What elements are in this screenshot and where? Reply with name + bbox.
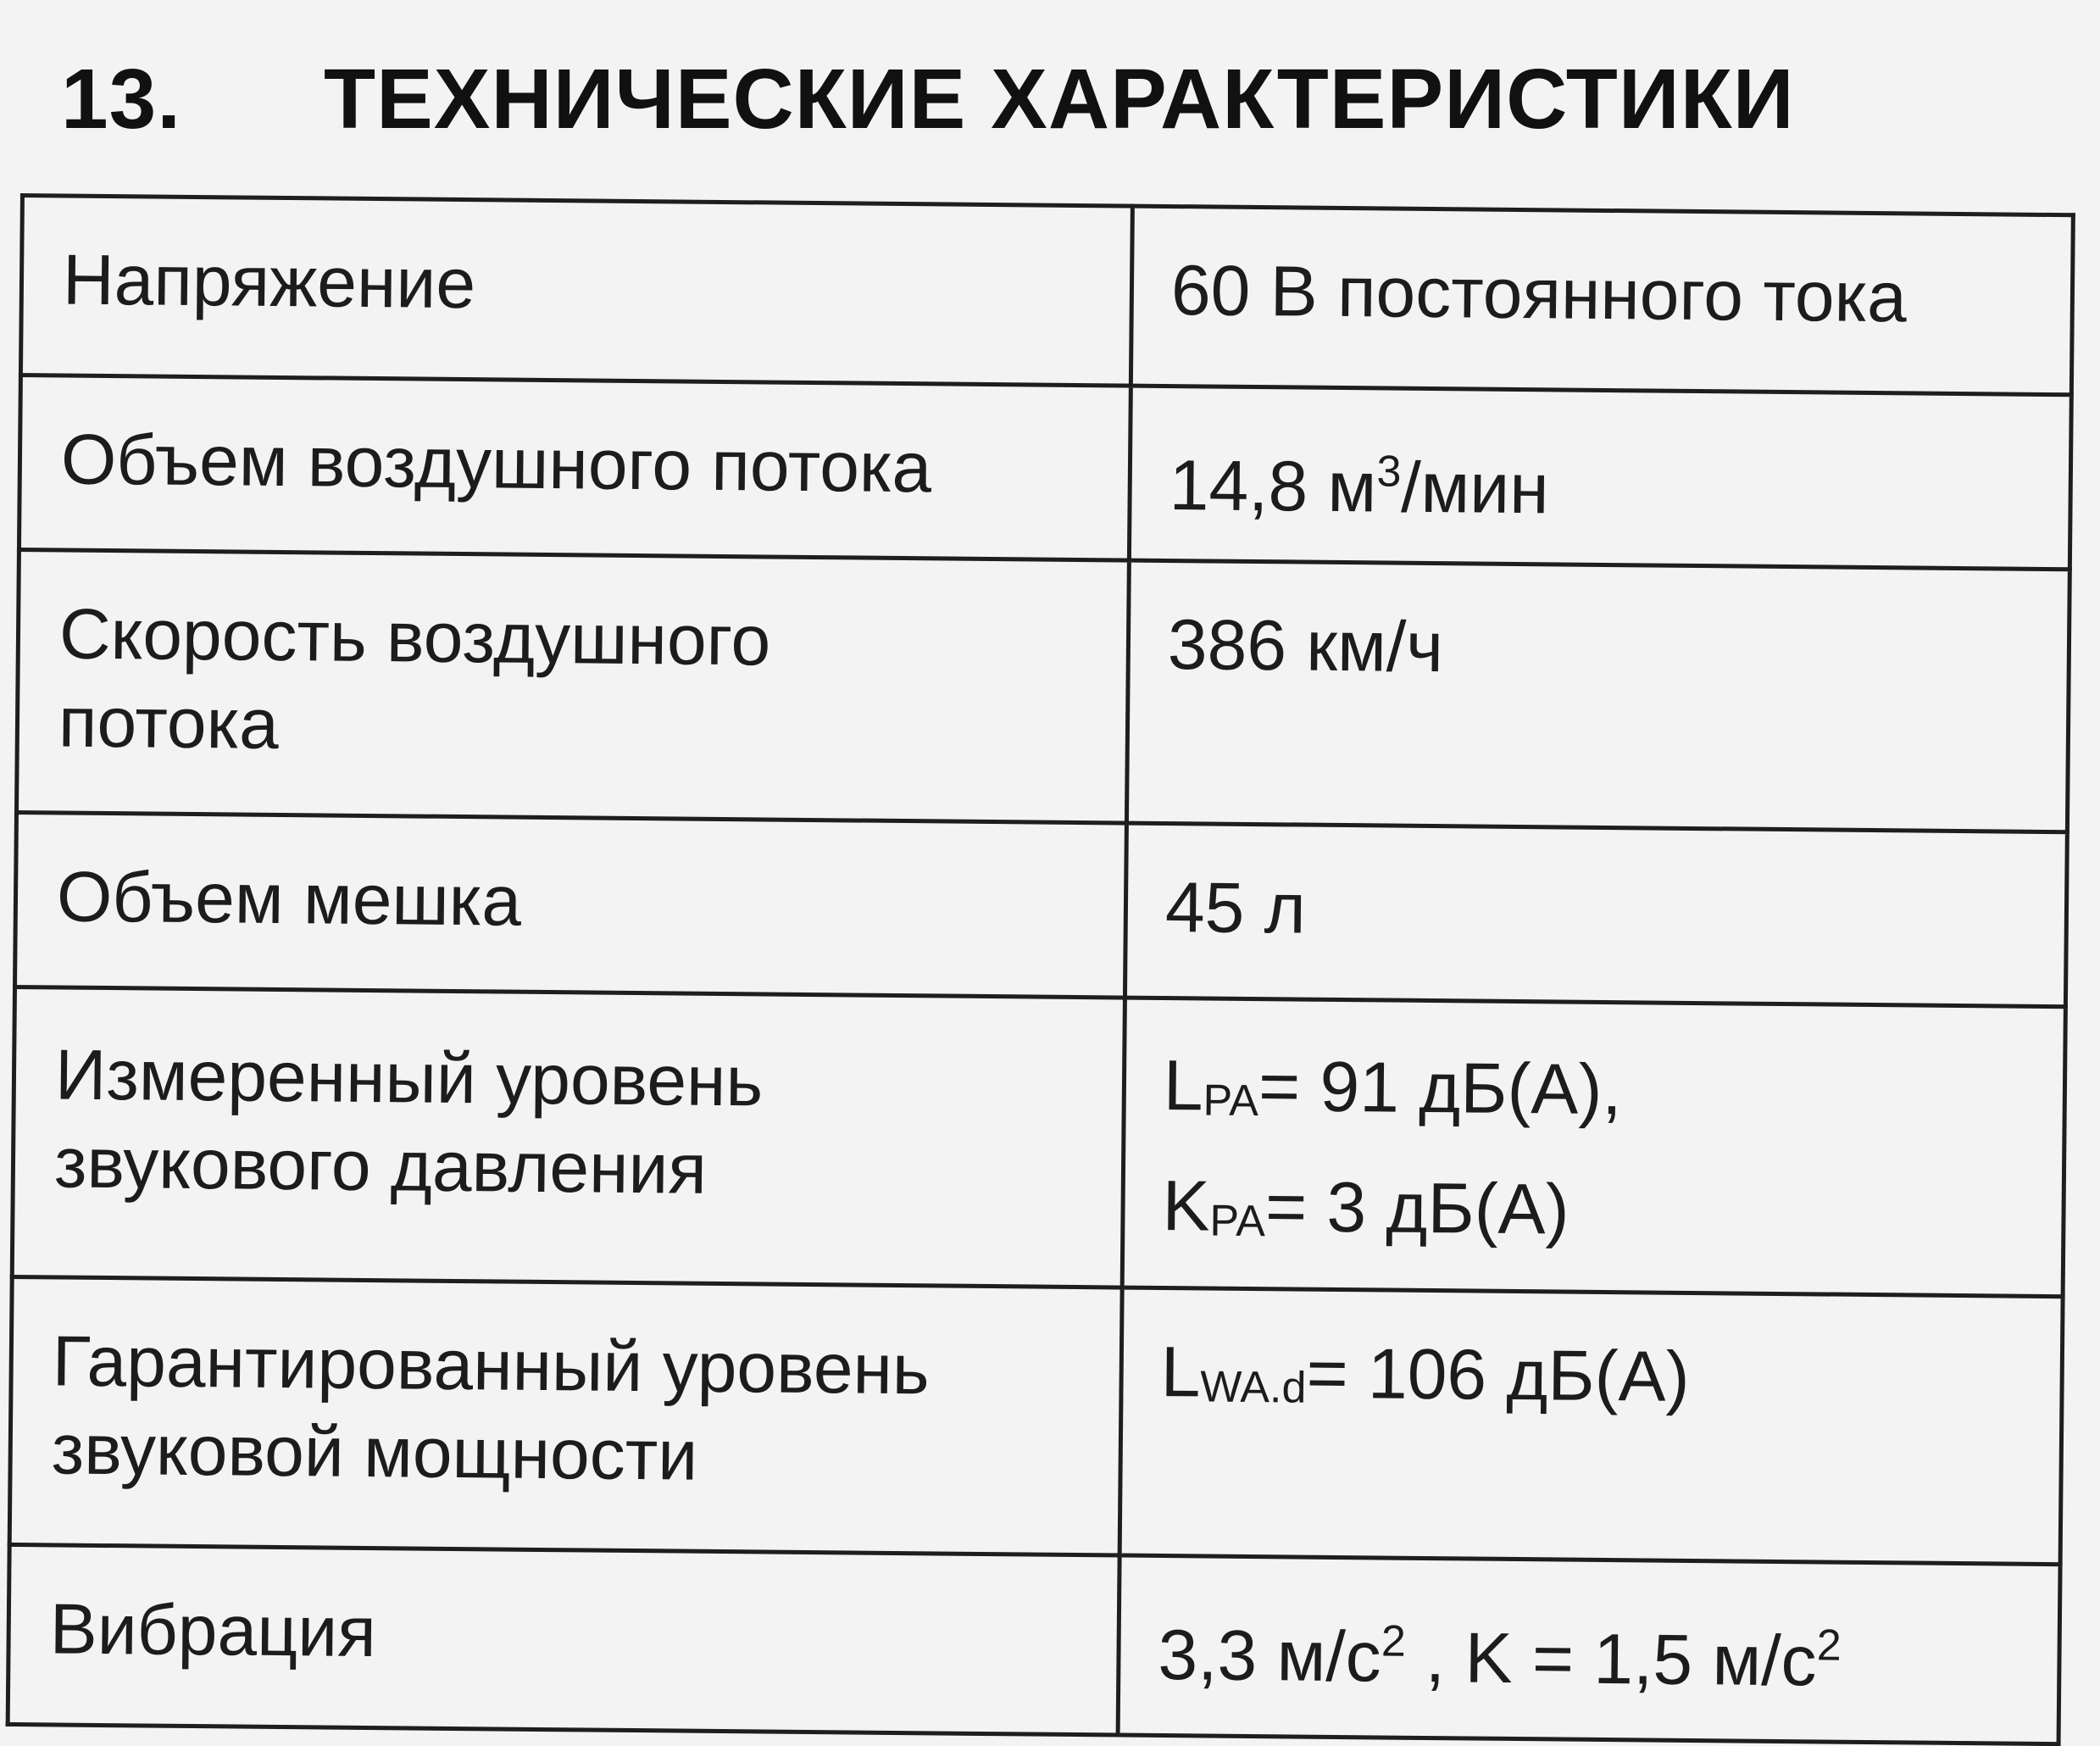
table-row	[16, 550, 2069, 832]
table-row	[9, 1276, 2063, 1564]
section-heading	[61, 44, 1795, 154]
spec-label: Напряжение	[20, 196, 1132, 386]
section-title: ТЕХНИЧЕСКИЕ ХАРАКТЕРИСТИКИ	[324, 51, 1795, 147]
table-row	[19, 375, 2071, 570]
table-row	[8, 1544, 2060, 1743]
spec-label: Скорость воздушного потока	[16, 550, 1129, 824]
spec-label: Вибрация	[8, 1544, 1119, 1735]
spec-label: Измеренный уровень звукового давления	[12, 987, 1125, 1287]
specifications-table	[6, 193, 2075, 1746]
spec-value: 45 л	[1125, 823, 2067, 1007]
spec-label: Гарантированный уровень звуковой мощности	[9, 1276, 1122, 1555]
table-row	[20, 196, 2073, 395]
spec-value: LPA= 91 дБ(A), KPA= 3 дБ(A)	[1122, 998, 2065, 1297]
table-row	[15, 812, 2068, 1006]
spec-value: 60 В постоянного тока	[1131, 206, 2073, 395]
spec-label: Объем воздушного потока	[19, 375, 1131, 561]
spec-value: LWA.d= 106 дБ(A)	[1119, 1287, 2063, 1565]
spec-value: 14,8 $м^3$/мин	[1129, 386, 2071, 570]
spec-value: 3,3 $м/с^2$ , K = 1,5 $м/с^2$	[1118, 1555, 2060, 1744]
spec-label: Объем мешка	[15, 812, 1127, 998]
section-number: 13.	[61, 51, 182, 147]
table-row	[12, 987, 2065, 1296]
spec-value: 386 км/ч	[1126, 560, 2069, 832]
